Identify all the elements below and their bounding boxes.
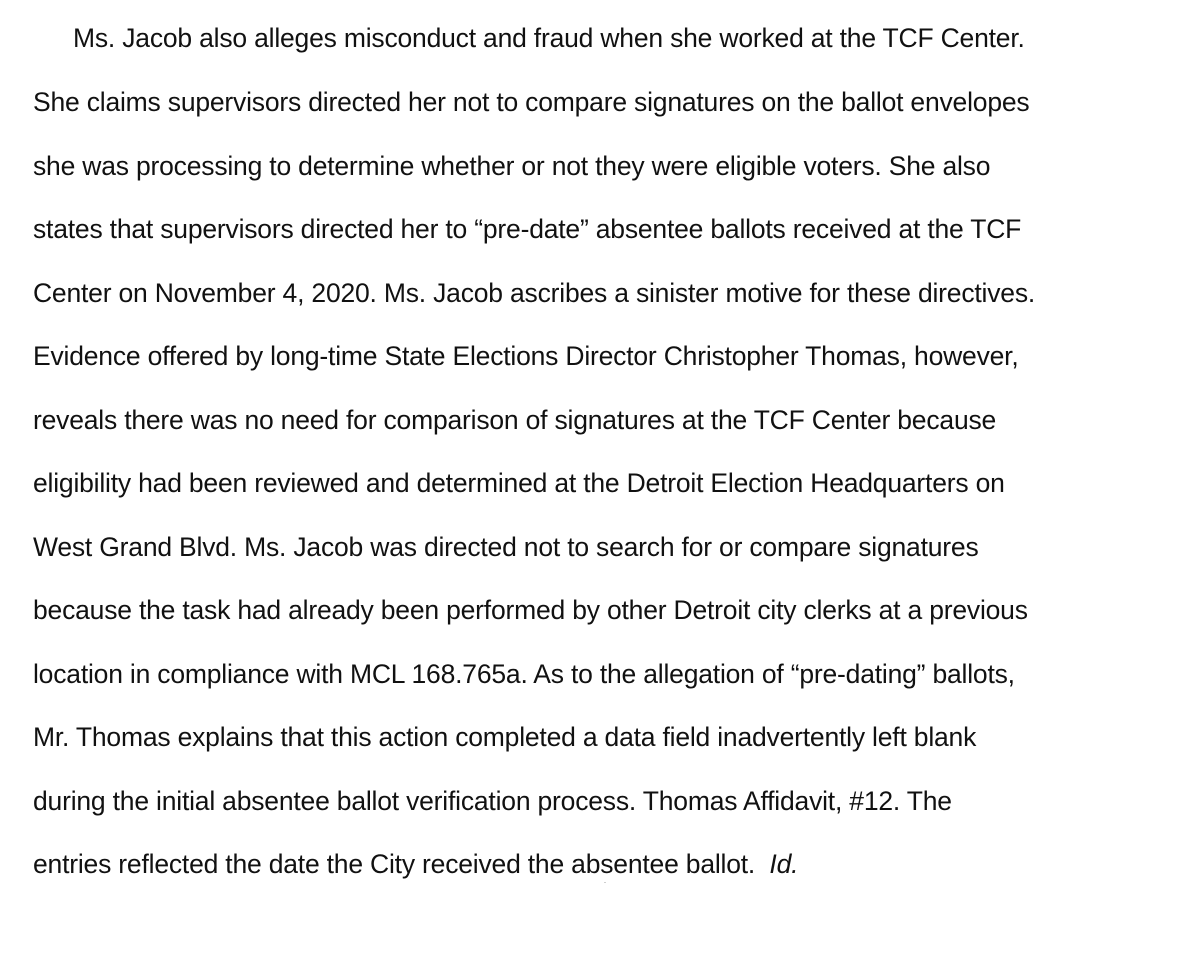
paragraph-line-11: location in compliance with MCL 168.765a. As to the allegation of “pre-dating” ballots,: [33, 659, 1015, 689]
paragraph-line-13: during the initial absentee ballot verification process. Thomas Affidavit, #12. The: [33, 786, 952, 816]
paragraph-line-3: she was processing to determine whether or not they were eligible voters. She also: [33, 151, 991, 181]
paragraph-line-5: Center on November 4, 2020. Ms. Jacob ascribes a sinister motive for these directives.: [33, 278, 1036, 308]
paragraph-line-12: Mr. Thomas explains that this action completed a data field inadvertently left blank: [33, 722, 977, 752]
paragraph-line-14-text: entries reflected the date the City received the absentee ballot.: [33, 849, 756, 879]
paragraph-line-14: [33, 848, 798, 880]
paragraph-line-1: Ms. Jacob also alleges misconduct and fraud when she worked at the TCF Center.: [73, 23, 1025, 53]
paragraph-line-4: states that supervisors directed her to “pre-date” absentee ballots received at the TCF: [33, 214, 1022, 244]
paragraph-line-8: eligibility had been reviewed and determined at the Detroit Election Headquarters on: [33, 468, 1005, 498]
scan-speck: [604, 882, 606, 883]
paragraph-line-10: because the task had already been performed by other Detroit city clerks at a previous: [33, 595, 1028, 625]
paragraph-line-2: She claims supervisors directed her not to compare signatures on the ballot envelopes: [33, 87, 1030, 117]
paragraph-line-9: West Grand Blvd. Ms. Jacob was directed not to search for or compare signatures: [33, 532, 979, 562]
paragraph-line-7: reveals there was no need for comparison of signatures at the TCF Center because: [33, 405, 997, 435]
citation-id: Id.: [769, 849, 799, 879]
paragraph-line-6: Evidence offered by long-time State Elections Director Christopher Thomas, however,: [33, 341, 1019, 371]
